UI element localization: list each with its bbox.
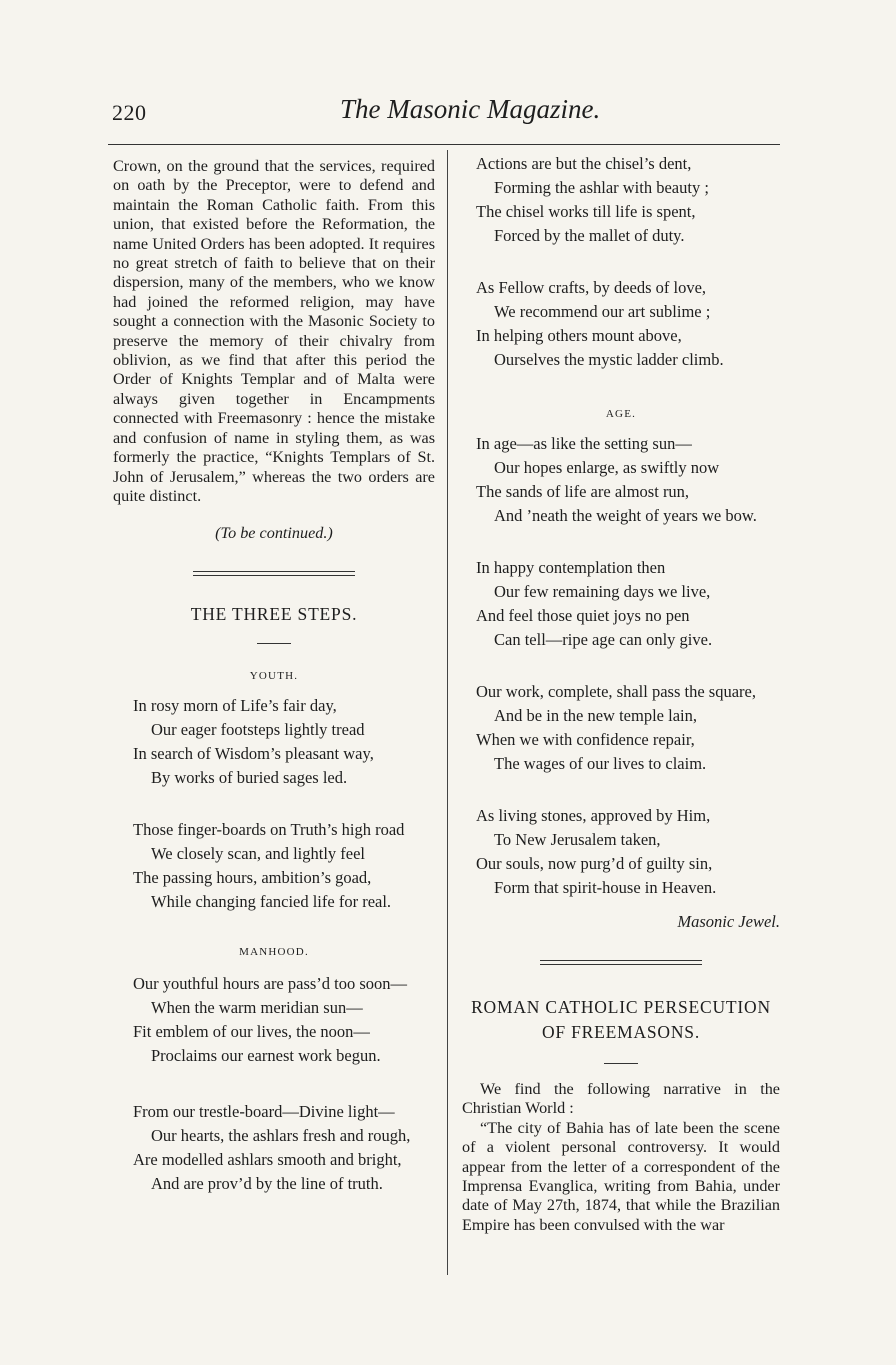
verse-line: In age—as like the setting sun— xyxy=(476,434,692,453)
verse-line: And be in the new temple lain, xyxy=(494,706,697,725)
article-body: “The city of Bahia has of late been the scene of a violent personal controversy. It would appear from the letter of a correspondent of the Imprensa Evanglica, writing from Bahia, under date of May 27th, 1874, that while the Brazilian Empire has been convulsed with the war xyxy=(462,1118,780,1234)
verse-line: Those finger-boards on Truth’s high road xyxy=(133,820,405,840)
article-prose xyxy=(462,1080,780,1235)
verse-line: Ourselves the mystic ladder climb. xyxy=(494,350,724,369)
article-title-line-1: ROMAN CATHOLIC PERSECUTION xyxy=(471,997,771,1017)
verse-line: Our few remaining days we live, xyxy=(494,582,711,601)
verse-line: When we with confidence repair, xyxy=(476,730,695,749)
age-stanza-3 xyxy=(462,680,780,776)
verse-line: And feel those quiet joys no pen xyxy=(476,606,690,625)
verse-line: The passing hours, ambition’s goad, xyxy=(133,868,372,888)
verse-line: Our hopes enlarge, as swiftly now xyxy=(494,458,720,477)
verse-line: And are prov’d by the line of truth. xyxy=(151,1174,383,1194)
verse-line: Our work, complete, shall pass the square, xyxy=(476,682,756,701)
verse-line: Forced by the mallet of duty. xyxy=(494,226,685,245)
article-title xyxy=(462,995,780,1045)
verse-line: We recommend our art sublime ; xyxy=(494,302,711,321)
verse-line: Our youthful hours are pass’d too soon— xyxy=(133,974,408,994)
header-rule xyxy=(108,144,780,145)
manhood-heading: MANHOOD. xyxy=(239,946,309,959)
attribution: Masonic Jewel. xyxy=(677,912,780,931)
verse-line: As living stones, approved by Him, xyxy=(476,806,711,825)
manhood-stanza-1 xyxy=(113,972,435,1068)
age-stanza-4 xyxy=(462,804,780,900)
youth-heading: YOUTH. xyxy=(249,670,299,683)
to-be-continued: (To be continued.) xyxy=(215,524,333,543)
verse-line: In search of Wisdom’s pleasant way, xyxy=(133,744,374,764)
age-stanza-2 xyxy=(462,556,780,652)
verse-line: Forming the ashlar with beauty ; xyxy=(494,178,709,197)
verse-line: The chisel works till life is spent, xyxy=(476,202,696,221)
left-column xyxy=(113,157,435,1196)
manhood-stanza-2 xyxy=(113,1100,435,1196)
verse-line: While changing fancied life for real. xyxy=(151,892,392,912)
column-divider xyxy=(447,150,448,1275)
running-title: The Masonic Magazine. xyxy=(340,94,601,124)
verse-line: The wages of our lives to claim. xyxy=(494,754,707,773)
stanza-fellow-crafts xyxy=(462,276,780,372)
verse-line: In helping others mount above, xyxy=(476,326,682,345)
verse-line: In happy contemplation then xyxy=(476,558,666,577)
verse-line: And ’neath the weight of years we bow. xyxy=(494,506,757,525)
verse-line: By works of buried sages led. xyxy=(151,768,348,788)
verse-line: Our eager footsteps lightly tread xyxy=(151,720,365,740)
verse-line: From our trestle-board—Divine light— xyxy=(133,1102,395,1122)
verse-line: As Fellow crafts, by deeds of love, xyxy=(476,278,707,297)
poem-title: THE THREE STEPS. xyxy=(190,604,358,625)
youth-stanza-2 xyxy=(113,818,435,914)
article-title-line-2: OF FREEMASONS. xyxy=(541,1022,701,1042)
page-number: 220 xyxy=(112,100,147,125)
stanza-chisel xyxy=(462,152,780,248)
verse-line: Are modelled ashlars smooth and bright, xyxy=(133,1150,402,1170)
verse-line: When the warm meridian sun— xyxy=(151,998,363,1018)
verse-line: Proclaims our earnest work begun. xyxy=(151,1046,381,1066)
verse-line: In rosy morn of Life’s fair day, xyxy=(133,696,337,716)
right-column xyxy=(462,152,780,1235)
verse-line: The sands of life are almost run, xyxy=(476,482,690,501)
left-prose xyxy=(113,157,435,506)
verse-line: Fit emblem of our lives, the noon— xyxy=(133,1022,370,1042)
verse-line: Can tell—ripe age can only give. xyxy=(494,630,713,649)
age-heading: AGE. xyxy=(605,408,637,420)
article-intro: We find the following narrative in the Christian World : xyxy=(462,1080,780,1118)
verse-line: Actions are but the chisel’s dent, xyxy=(476,154,692,173)
verse-line: To New Jerusalem taken, xyxy=(494,830,661,849)
age-stanza-1 xyxy=(462,432,780,528)
verse-line: Form that spirit-house in Heaven. xyxy=(494,878,717,897)
youth-stanza-1 xyxy=(113,694,435,790)
verse-line: We closely scan, and lightly feel xyxy=(151,844,366,864)
prose-paragraph: Crown, on the ground that the services, required on oath by the Preceptor, were to defend and maintain the Roman Catholic faith. From this union, that existed before the Reformation, the name United Orders has been adopted. It requires no great stretch of faith to believe that on their dispersion, many of the members, who we know had joined the reformed religion, may have sought a connection with the Masonic Society to preserve the memory of their chivalry from oblivion, as we find that after this period the Order of Knights Templar and of Malta were always given together in Encampments connected with Freemasonry : hence the mistake and confusion of name in styling them, as was formerly the practice, “Knights Templars of St. John of Jerusalem,” whereas the two orders are quite distinct. xyxy=(113,157,435,505)
verse-line: Our hearts, the ashlars fresh and rough, xyxy=(151,1126,411,1146)
verse-line: Our souls, now purg’d of guilty sin, xyxy=(476,854,713,873)
